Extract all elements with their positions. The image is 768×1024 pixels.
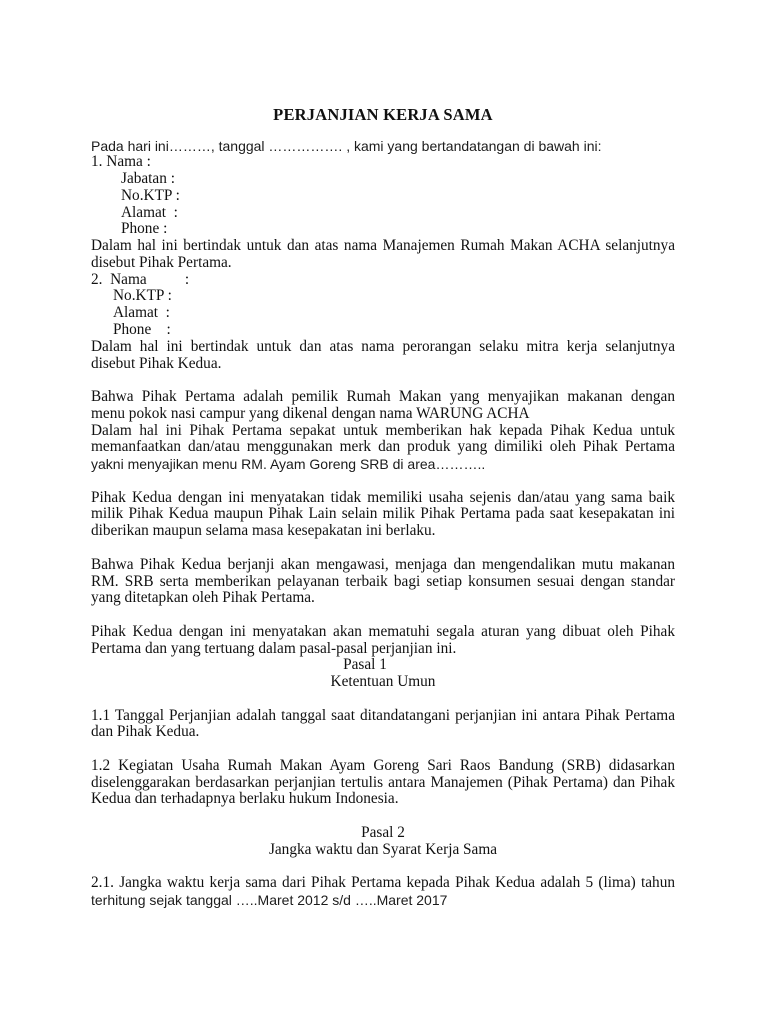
party-two-id-field: No.KTP :: [113, 287, 172, 305]
party-one-details: [91, 154, 675, 238]
article-section: [91, 657, 675, 808]
paragraph-spacing: [91, 540, 675, 557]
recital-line: Pihak Kedua dengan ini menyatakan akan mematuhi segala aturan yang dibuat oleh Pihak: [91, 622, 675, 640]
article-number: Pasal 1: [343, 656, 387, 674]
recital-paragraph: [91, 389, 675, 473]
party-one-address-field: Alamat :: [121, 203, 178, 221]
paragraph-spacing: [91, 372, 675, 389]
paragraph-spacing: [91, 473, 675, 490]
paragraph-spacing: [91, 741, 675, 758]
party-one-id-field: No.KTP :: [121, 186, 180, 204]
statement-line: Dalam hal ini bertindak untuk dan atas nama Manajemen Rumah Makan ACHA selanjutnya: [91, 237, 675, 255]
recital-line: Pertama dan yang tertuang dalam pasal-pasal perjanjian ini.: [91, 639, 457, 657]
recital-line: yang ditetapkan oleh Pihak Pertama.: [91, 589, 315, 607]
clause-line: terhitung sejak tanggal …..Maret 2012 s/d …..Maret 2017: [91, 892, 448, 909]
recital-line: diberikan maupun selama masa kesepakatan ini berlaku.: [91, 522, 436, 540]
party-two-name-field: 2. Nama :: [91, 270, 190, 288]
party-one-statement: [91, 238, 675, 272]
party-one-position-field: Jabatan :: [121, 170, 175, 188]
clause-paragraph: [91, 708, 675, 742]
statement-line: disebut Pihak Pertama.: [91, 253, 232, 271]
opening-line: Pada hari ini………, tanggal ……………. , kami yang bertandatangan di bawah ini:: [91, 137, 602, 154]
recital-paragraph: [91, 624, 675, 658]
recital-line: RM. SRB serta memberikan pelayanan terbaik bagi setiap konsumen sesuai dengan standar: [91, 572, 675, 590]
recital-paragraph: [91, 490, 675, 540]
paragraph-spacing: [91, 607, 675, 624]
recital-line: Pihak Kedua dengan ini menyatakan tidak memiliki usaha sejenis dan/atau yang sama baik: [91, 488, 675, 506]
recital-line: yakni menyajikan menu RM. Ayam Goreng SRB di area………..: [91, 456, 486, 473]
statement-line: Dalam hal ini bertindak untuk dan atas nama perorangan selaku mitra kerja selanjutnya: [91, 337, 675, 355]
document-title: PERJANJIAN KERJA SAMA: [273, 105, 493, 124]
recital-line: menu pokok nasi campur yang dikenal dengan nama WARUNG ACHA: [91, 404, 530, 422]
clause-line: 2.1. Jangka waktu kerja sama dari Pihak Pertama kepada Pihak Kedua adalah 5 (lima) tahun: [91, 874, 675, 892]
recital-line: milik Pihak Kedua maupun Pihak Lain selain milik Pihak Pertama pada saat kesepakatan ini: [91, 505, 675, 523]
party-one-phone-field: Phone :: [121, 220, 168, 238]
clause-line: 1.2 Kegiatan Usaha Rumah Makan Ayam Goreng Sari Raos Bandung (SRB) didasarkan: [91, 756, 675, 774]
recital-line: Dalam hal ini Pihak Pertama sepakat untuk memberikan hak kepada Pihak Kedua untuk: [91, 421, 675, 439]
clause-line: Kedua dan terhadapnya berlaku hukum Indonesia.: [91, 790, 399, 808]
paragraph-spacing: [91, 808, 675, 825]
party-two-details: [91, 272, 675, 339]
article-section: [91, 825, 675, 909]
recital-line: memanfaatkan dan/atau menggunakan merk dan produk yang dimiliki oleh Pihak Pertama: [91, 438, 675, 456]
recital-line: Bahwa Pihak Pertama adalah pemilik Rumah Makan yang menyajikan makanan dengan: [91, 388, 675, 406]
recital-line: Bahwa Pihak Kedua berjanji akan mengawasi, menjaga dan mengendalikan mutu makanan: [91, 555, 675, 573]
article-heading: Jangka waktu dan Syarat Kerja Sama: [268, 840, 498, 858]
party-two-statement: [91, 339, 675, 373]
clause-line: diselenggarakan berdasarkan perjanjian tertulis antara Manajemen (Pihak Pertama) dan Pihak: [91, 773, 675, 791]
article-number: Pasal 2: [361, 823, 405, 841]
statement-line: disebut Pihak Kedua.: [91, 354, 222, 372]
party-one-name-field: 1. Nama :: [91, 153, 151, 171]
clause-paragraph: [91, 875, 675, 909]
clause-line: dan Pihak Kedua.: [91, 723, 200, 741]
paragraph-spacing: [91, 691, 675, 708]
document-body: [91, 138, 675, 909]
clause-line: 1.1 Tanggal Perjanjian adalah tanggal saat ditandatangani perjanjian ini antara Pihak Pertama: [91, 706, 675, 724]
party-two-phone-field: Phone :: [113, 321, 171, 339]
party-two-address-field: Alamat :: [113, 304, 170, 322]
article-heading: Ketentuan Umun: [330, 673, 436, 691]
recital-paragraph: [91, 557, 675, 607]
clause-paragraph: [91, 758, 675, 808]
paragraph-spacing: [91, 859, 675, 876]
